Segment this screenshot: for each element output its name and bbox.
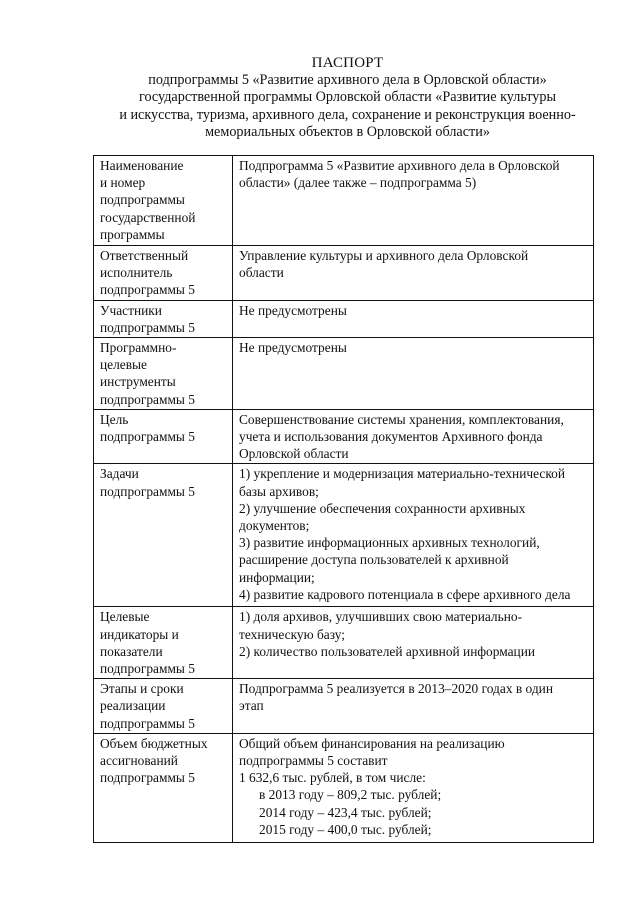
row-value: 1) укрепление и модернизация материально-технической базы архивов; 2) улучшение обеспечения сохранности архивных документов; 3) развитие информационных архивных технологий, расширение доступа пользователей к архивной информации; 4) развитие кадрового потенциала в сфере архивного дела [233,464,594,607]
subtitle-line: мемориальных объектов в Орловской области» [205,124,490,141]
table-row-responsible [94,246,594,301]
row-label: Целевые индикаторы и показатели подпрограммы 5 [94,607,233,679]
passport-table [93,155,594,843]
row-value: Управление культуры и архивного дела Орловской области [233,246,594,301]
row-value: Совершенствование системы хранения, комплектования, учета и использования документов Архивного фонда Орловской области [233,409,594,464]
passport-heading [60,54,635,142]
table-row-instruments [94,338,594,410]
row-label: Этапы и сроки реализации подпрограммы 5 [94,679,233,734]
row-value: 1) доля архивов, улучшивших свою материально- техническую базу; 2) количество пользователей архивной информации [233,607,594,679]
subtitle-line: государственной программы Орловской области «Развитие культуры [138,89,557,106]
row-value: Не предусмотрены [233,338,594,410]
row-value: Не предусмотрены [233,300,594,337]
subtitle-line: и искусства, туризма, архивного дела, сохранение и реконструкция военно- [119,106,576,123]
row-label: Цель подпрограммы 5 [94,409,233,464]
row-label: Наименование и номер подпрограммы государственной программы [94,156,233,246]
table-row-budget [94,733,594,842]
row-label: Ответственный исполнитель подпрограммы 5 [94,246,233,301]
row-label: Задачи подпрограммы 5 [94,464,233,607]
table-row-goal [94,409,594,464]
table-row-tasks [94,464,594,607]
table-row-participants [94,300,594,337]
document-title: ПАСПОРТ [311,55,384,71]
row-label: Объем бюджетных ассигнований подпрограммы 5 [94,733,233,842]
row-value: Подпрограмма 5 «Развитие архивного дела в Орловской области» (далее также – подпрограмма 5) [233,156,594,246]
row-value: Общий объем финансирования на реализацию подпрограммы 5 составит 1 632,6 тыс. рублей, в том числе: в 2013 году – 809,2 тыс. рублей; 2014 году – 423,4 тыс. рублей; 2015 году – 400,0 тыс. рублей; [233,733,594,842]
table-row-indicators [94,607,594,679]
row-value: Подпрограмма 5 реализуется в 2013–2020 годах в один этап [233,679,594,734]
table-row-stages [94,679,594,734]
table-row-name [94,156,594,246]
row-label: Программно- целевые инструменты подпрограммы 5 [94,338,233,410]
subtitle-line: подпрограммы 5 «Развитие архивного дела в Орловской области» [148,72,547,88]
row-label: Участники подпрограммы 5 [94,300,233,337]
